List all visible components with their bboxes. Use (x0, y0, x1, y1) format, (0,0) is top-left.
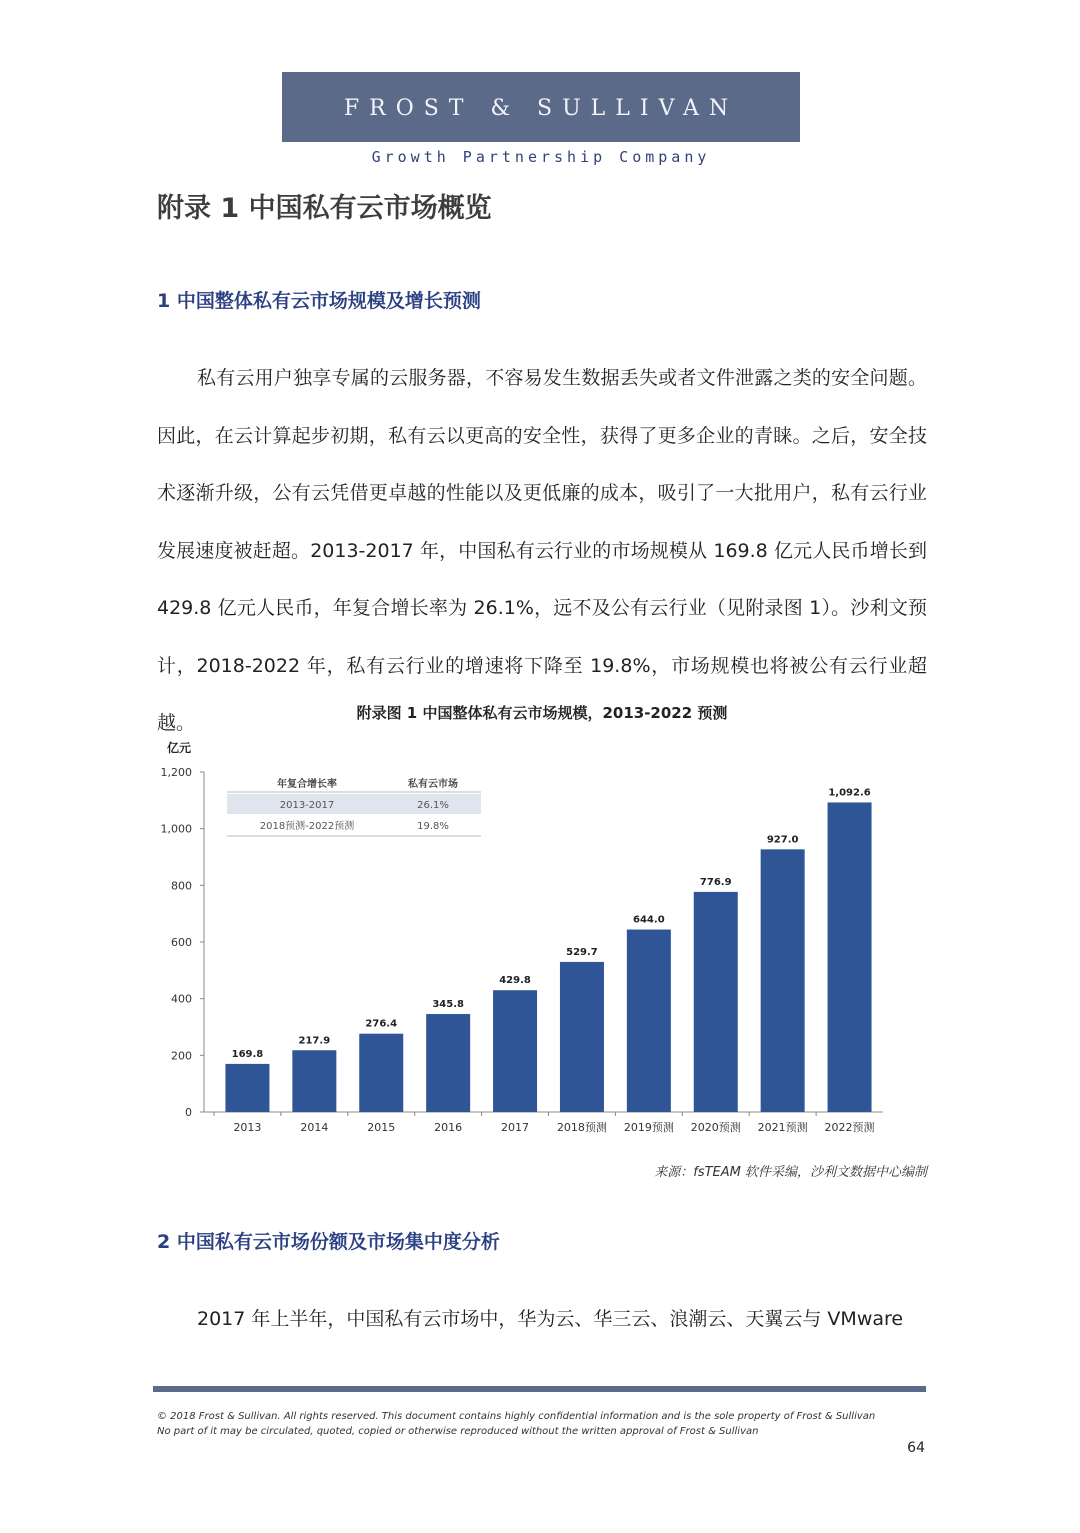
bar (292, 1050, 336, 1112)
y-tick-label: 400 (171, 992, 192, 1006)
bar-value-label: 644.0 (633, 914, 665, 926)
y-tick-label: 1,000 (160, 822, 192, 836)
copyright-notice (157, 1409, 875, 1439)
x-tick-label: 2021预测 (757, 1121, 808, 1134)
section-1-heading: 1 中国整体私有云市场规模及增长预测 (157, 290, 481, 312)
bar-value-label: 529.7 (566, 946, 598, 958)
brand-tagline: Growth Partnership Company (371, 148, 711, 166)
section-2-paragraph-text: 2017 年上半年，中国私有云市场中，华为云、华三云、浪潮云、天翼云与 VMware (197, 1308, 904, 1330)
page-title: 附录 1 中国私有云市场概览 (157, 193, 492, 224)
copyright-line-2: No part of it may be circulated, quoted, copied or otherwise reproduced without the written approval of Frost & Sullivan (157, 1426, 759, 1437)
inset-row-2-value: 19.8% (417, 821, 449, 832)
inset-cagr-table (227, 774, 481, 836)
section-2-heading: 2 中国私有云市场份额及市场集中度分析 (157, 1231, 500, 1253)
bar (426, 1014, 470, 1112)
bar-value-label: 776.9 (699, 876, 732, 888)
figure-source-note: 来源：fsTEAM 软件采编，沙利文数据中心编制 (654, 1165, 927, 1180)
x-tick-label: 2018预测 (556, 1121, 607, 1134)
bar (694, 892, 738, 1112)
footer-rule (153, 1386, 926, 1392)
x-tick-label: 2020预测 (690, 1121, 741, 1134)
bar-value-label: 345.8 (432, 999, 464, 1011)
y-axis-unit-label: 亿元 (167, 741, 192, 755)
page-number: 64 (907, 1440, 925, 1456)
x-tick-label: 2019预测 (623, 1121, 674, 1134)
bar-value-label: 169.8 (231, 1048, 264, 1060)
y-tick-label: 800 (171, 879, 192, 893)
bar-value-label: 1,092.6 (828, 787, 871, 799)
bar-value-label: 276.4 (365, 1018, 398, 1030)
inset-header-period: 年复合增长率 (277, 779, 337, 790)
inset-row-1-value: 26.1% (417, 800, 449, 811)
bar (761, 849, 805, 1112)
inset-header-market: 私有云市场 (408, 779, 458, 790)
copyright-line-1: © 2018 Frost & Sullivan. All rights reserved. This document contains highly confidential information and is the sole property of Frost & Sullivan (157, 1411, 876, 1422)
brand-logo-text: FROST & SULLIVAN (343, 96, 739, 121)
x-tick-label: 2015 (367, 1121, 396, 1134)
y-tick-label: 0 (185, 1106, 192, 1119)
x-tick-label: 2013 (233, 1121, 262, 1134)
bar (359, 1034, 403, 1112)
section-1-paragraph (157, 350, 927, 753)
x-tick-label: 2016 (434, 1121, 463, 1134)
x-tick-label: 2014 (300, 1121, 329, 1134)
inset-row-1-period: 2013-2017 (279, 800, 335, 811)
bar (225, 1064, 269, 1112)
bar (560, 962, 604, 1112)
bars (214, 787, 875, 1134)
x-tick-label: 2022预测 (824, 1121, 875, 1134)
bar-chart-svg (157, 728, 927, 1148)
x-tick-label: 2017 (501, 1121, 530, 1134)
bar-value-label: 927.0 (766, 834, 799, 846)
bar-value-label: 217.9 (298, 1035, 331, 1047)
y-tick-label: 200 (171, 1049, 192, 1063)
inset-row-2-period: 2018预测-2022预测 (259, 821, 355, 832)
y-tick-label: 600 (171, 936, 192, 949)
bar (627, 930, 671, 1112)
bar-value-label: 429.8 (499, 975, 531, 987)
y-tick-label: 1,200 (160, 766, 192, 779)
bar-chart (157, 728, 927, 1148)
y-ticks (161, 766, 205, 1119)
figure-title: 附录图 1 中国整体私有云市场规模，2013-2022 预测 (356, 704, 728, 722)
section-1-paragraph-text: 私有云用户独享专属的云服务器，不容易发生数据丢失或者文件泄露之类的安全问题。因此，在云计算起步初期，私有云以更高的安全性，获得了更多企业的青睐。之后，安全技术逐渐升级，公有云凭借更卓越的性能以及更低廉的成本，吸引了一大批用户，私有云行业发展速度被赶超。2013-2017 年，中国私有云行业的市场规模从 169.8 亿元人民币增长到 429.8 亿元人民币，年复合增长率为 26.1%，远不及公有云行业（见附录图 1）。沙利文预计，2018-2022 年，私有云行业的增速将下降至 19.8%，市场规模也将被公有云行业超越。 (157, 367, 927, 734)
bar (828, 802, 872, 1112)
bar (493, 990, 537, 1112)
section-2-paragraph (157, 1291, 927, 1349)
brand-banner (282, 72, 800, 142)
